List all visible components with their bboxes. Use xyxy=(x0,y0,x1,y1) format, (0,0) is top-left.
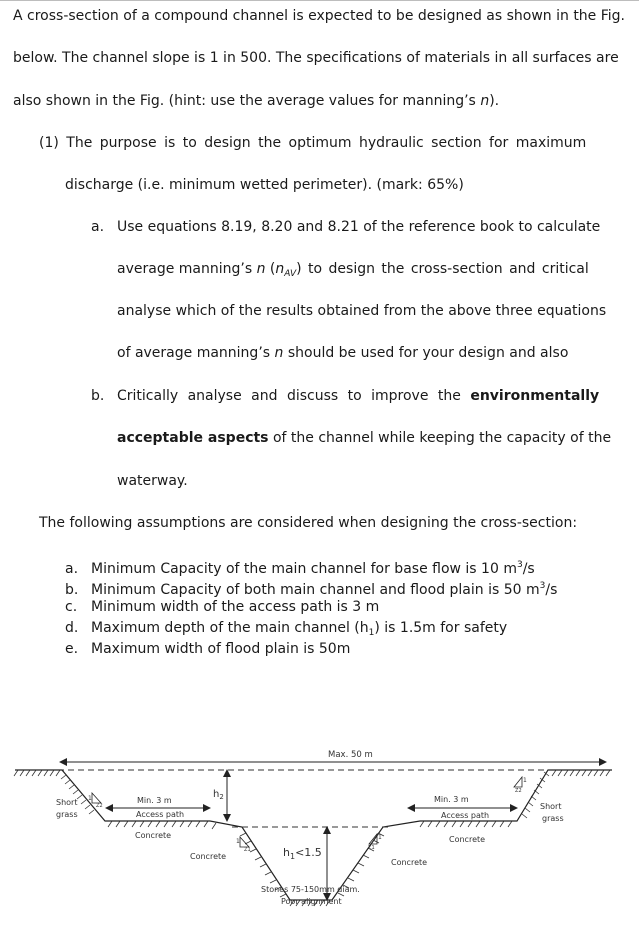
sub-a-line-3-text: analyse which of the results obtained from the above three equations xyxy=(117,303,607,319)
hatch-right-ground xyxy=(522,770,610,818)
assumption-b-text: Minimum Capacity of both main channel and flood plain is 50 m xyxy=(91,582,540,598)
svg-text:1: 1 xyxy=(236,838,240,845)
n-av-sub: AV xyxy=(284,269,297,279)
assumption-c-marker: c. xyxy=(65,599,78,615)
min-3m-left: Min. 3 m xyxy=(137,796,172,805)
svg-text:1: 1 xyxy=(523,777,527,784)
svg-text:Z1: Z1 xyxy=(244,847,251,853)
slope-triangle-right-inner xyxy=(368,834,382,851)
assumption-a-marker: a. xyxy=(65,561,79,577)
slope-triangle-left-outer xyxy=(88,793,103,809)
sub-a-line-2a: average manning’s xyxy=(117,261,257,277)
paren-open: ( xyxy=(265,261,276,277)
manning-n-3: n xyxy=(274,345,284,361)
assumption-d-tail: ) is 1.5m for safety xyxy=(374,620,508,636)
assumption-b-marker: b. xyxy=(65,582,79,598)
assumption-b-sup: 3 xyxy=(539,581,546,591)
slope-triangle-right-outer xyxy=(514,777,527,794)
assumption-c-text: Minimum width of the access path is 3 m xyxy=(91,599,380,615)
sub-a-line-4 xyxy=(117,344,568,362)
short-grass-right-1: Short xyxy=(540,802,562,811)
stones-label: Stones 75-150mm diam. xyxy=(261,885,360,894)
n-av: n xyxy=(275,261,285,277)
sub-b-line-1 xyxy=(117,387,599,405)
intro-line-3b: ). xyxy=(489,93,500,109)
concrete-right-top: Concrete xyxy=(449,835,486,844)
channel-profile xyxy=(15,770,612,900)
sub-b-line-2b: of the channel while keeping the capacity of the xyxy=(268,430,612,446)
channel-cross-section-figure xyxy=(0,735,639,935)
task1-line-2 xyxy=(65,176,464,194)
sub-b-line-1a: Critically analyse and discuss to improve the xyxy=(117,388,471,404)
concrete-left-low: Concrete xyxy=(190,852,227,861)
assumption-d xyxy=(65,619,507,642)
assumption-d-sub: 1 xyxy=(368,628,375,638)
min-3m-right: Min. 3 m xyxy=(434,795,469,804)
hatch-right-berm xyxy=(420,821,512,827)
assumption-d-marker: d. xyxy=(65,620,79,636)
sub-b-bold-2: acceptable aspects xyxy=(117,430,269,446)
h1-label: $h_1<1.5$ xyxy=(283,846,322,861)
sub-a-line-4b: should be used for your design and also xyxy=(283,345,569,361)
alignment-label: Poor alignment xyxy=(281,897,342,906)
max-width-label: Max. 50 m xyxy=(328,750,373,760)
sub-a-line-1 xyxy=(117,218,600,236)
task1-line-2-text: discharge (i.e. minimum wetted perimeter). (mark: 65%) xyxy=(65,177,464,193)
intro-line-1-text: A cross-section of a compound channel is expected to be designed as shown in the Fig. xyxy=(13,8,626,24)
assumptions-intro xyxy=(39,514,577,532)
concrete-left-top: Concrete xyxy=(135,831,172,840)
short-grass-right-2: grass xyxy=(542,814,564,823)
assumption-b xyxy=(65,577,557,599)
svg-text:Z2: Z2 xyxy=(96,803,103,809)
sub-a-line-4a: of average manning’s xyxy=(117,345,275,361)
access-path-left: Access path xyxy=(136,810,185,819)
sub-a-line-2 xyxy=(117,260,589,283)
assumption-e-text: Maximum width of flood plain is 50m xyxy=(91,641,351,657)
assumption-d-text: Maximum depth of the main channel (h xyxy=(91,620,369,636)
access-path-right: Access path xyxy=(441,811,490,820)
intro-line-2 xyxy=(13,49,619,67)
svg-text:Z2: Z2 xyxy=(515,788,522,794)
concrete-right-low: Concrete xyxy=(391,858,428,867)
intro-line-3a: also shown in the Fig. (hint: use the average values for manning’s xyxy=(13,93,481,109)
short-grass-left-1: Short xyxy=(56,798,78,807)
svg-text:1: 1 xyxy=(88,795,92,802)
top-border xyxy=(0,0,639,1)
assumption-e-marker: e. xyxy=(65,641,79,657)
sub-a-line-1-text: Use equations 8.19, 8.20 and 8.21 of the reference book to calculate xyxy=(117,219,601,235)
assumptions-intro-text: The following assumptions are considered when designing the cross-section: xyxy=(39,515,578,531)
sub-a-line-2b: ) to design the cross-section and critical xyxy=(296,261,589,277)
svg-text:1: 1 xyxy=(378,834,382,841)
h2-dimension xyxy=(213,770,227,821)
manning-n: n xyxy=(480,93,490,109)
assumption-c xyxy=(65,598,379,616)
sub-b-line-3 xyxy=(117,472,188,490)
assumption-a-sup: 3 xyxy=(516,560,523,570)
max-width-dimension xyxy=(60,750,606,762)
assumption-a-text: Minimum Capacity of the main channel for base flow is 10 m xyxy=(91,561,517,577)
slope-triangle-left-inner xyxy=(236,837,251,853)
task1-line-1-text: (1) The purpose is to design the optimum hydraulic section for maximum xyxy=(39,135,587,151)
hatch-left-berm xyxy=(108,821,216,829)
sub-b-marker: b. xyxy=(91,388,105,404)
sub-a-marker: a. xyxy=(91,219,105,235)
intro-line-1 xyxy=(13,7,626,25)
manning-n-2: n xyxy=(256,261,266,277)
h2-label: $h_2$ xyxy=(213,789,224,801)
sub-a-line-3 xyxy=(117,302,606,320)
hatch-left-ground xyxy=(14,770,94,814)
assumption-b-tail: /s xyxy=(545,582,558,598)
intro-line-3 xyxy=(13,92,499,110)
sub-b-line-2 xyxy=(117,429,611,447)
intro-line-2-text: below. The channel slope is 1 in 500. The specifications of materials in all surfaces are xyxy=(13,50,619,66)
sub-b-line-3-text: waterway. xyxy=(117,473,188,489)
task1-line-1 xyxy=(39,134,612,152)
short-grass-left-2: grass xyxy=(56,810,78,819)
assumption-a xyxy=(65,556,535,578)
svg-text:Z1: Z1 xyxy=(368,845,375,851)
assumption-a-tail: /s xyxy=(522,561,535,577)
assumption-e xyxy=(65,640,350,658)
sub-b-bold-1: environmentally xyxy=(470,388,600,404)
